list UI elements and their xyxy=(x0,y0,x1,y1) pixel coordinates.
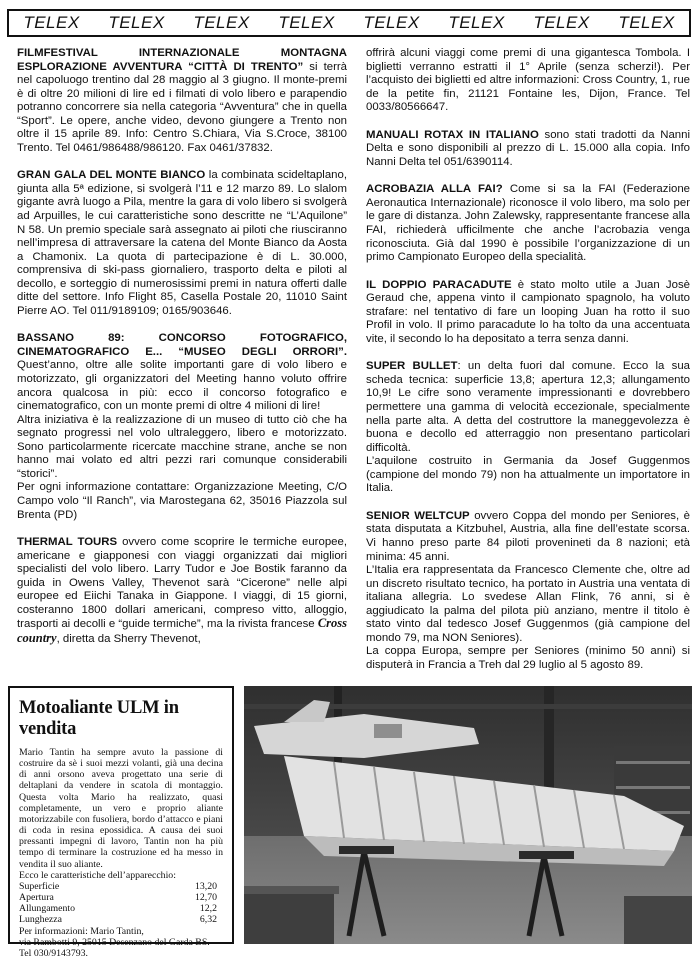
article-acrobazia xyxy=(366,183,690,264)
ulm-title: Motoaliante ULM in vendita xyxy=(19,698,179,739)
article-body: la combinata scideltaplano, giunta alla 5ª edizione, si svolgerà l’11 e 12 marzo 89. Lo slalom gigante avrà luogo a Pila, mentre la gara di volo libero si svolgerà ad Arpuilles, le cui caratteristiche sono descritte ne “L’Aquilone” N 58. Un premio speciale sarà assegnato ai piloti che riusciranno nell’impresa di attraversare la catena del Monte Bianco da Aosta a Chamonix. La quota di partecipazione è di L. 30.000, comprensiva di ski-pass giornaliero, trasporto delta e piloti al decollo, e sorteggio di numerosissimi premi in natura offerti dalle ditte del settore. Info Flight 85, Casella Postale 20, 11010 Saint Pierre AO. Tel 011/9189109; 0165/903646. xyxy=(17,169,347,317)
article-heading: THERMAL TOURS xyxy=(17,536,118,549)
spec-value: 12,70 xyxy=(194,892,217,904)
article-body: ovvero Coppa del mondo per Seniores, è stata disputata a Kitzbuhel, Austria, alla fine dell’estate scorsa. Vi hanno preso parte 84 piloti provenineti da 8 nazioni; età minima: 45 anni. xyxy=(366,509,691,563)
spec-row xyxy=(19,914,223,925)
spec-label: Apertura xyxy=(19,892,54,904)
banner-word: TELEX xyxy=(448,13,505,32)
article-body: Per ogni informazione contattare: Organizzazione Meeting, C/O Campo volo “Il Ranch”, via Marostegana 62, 35016 Piazzola sul Brenta (PD) xyxy=(17,481,347,521)
article-thermal-continued xyxy=(366,47,690,115)
article-paracadute xyxy=(366,279,690,347)
spec-value: 6,32 xyxy=(199,914,217,926)
article-heading: FILMFESTIVAL INTERNAZIONALE MONTAGNA ESPLORAZIONE AVVENTURA “CITTÀ DI TRENTO” xyxy=(17,47,347,73)
article-body: offrirà alcuni viaggi come premi di una gigantesca Tombola. I biglietti verranno estratti il 1° Aprile (senza scherzi!). Per l’acquisto dei biglietti ed altre informazioni: Cross Country, 1, rue de la petite fin, 21121 Fontaine les, Dijon, France. Tel 0033/80566647. xyxy=(366,47,690,114)
magazine-name: Cross country xyxy=(17,616,347,645)
spec-value: 12,2 xyxy=(199,903,217,915)
right-column xyxy=(366,47,690,686)
telex-banner xyxy=(7,9,691,37)
motor-glider-photo xyxy=(244,686,692,944)
article-gala xyxy=(17,169,347,318)
article-body: L’aquilone costruito in Germania da Josef Guggenmos (campione del mondo 79) non ha attualmente un importatore in Italia. xyxy=(366,455,690,495)
ulm-sale-box xyxy=(8,686,234,959)
ulm-specs-intro: Ecco le caratteristiche dell’apparecchio: xyxy=(19,869,176,881)
banner-word: TELEX xyxy=(618,13,675,32)
article-heading: SUPER BULLET xyxy=(366,360,458,373)
spec-label: Superficie xyxy=(19,880,60,892)
article-body: La coppa Europa, sempre per Seniores (minimo 50 anni) si disputerà in Francia a Treh dal 29 luglio al 5 agosto 89. xyxy=(366,645,690,671)
spec-row xyxy=(19,881,223,892)
article-senior-weltcup xyxy=(366,510,690,673)
article-filmfestival xyxy=(17,47,347,155)
ulm-contact: via Rambotti 9, 25015 Desenzano del Garda BS. xyxy=(19,936,210,948)
banner-word: TELEX xyxy=(108,13,165,32)
ulm-contact: Tel 030/9143793. xyxy=(19,947,88,959)
article-heading: IL DOPPIO PARACADUTE xyxy=(366,278,512,291)
article-heading: GRAN GALA DEL MONTE BIANCO xyxy=(17,169,206,182)
banner-word: TELEX xyxy=(363,13,420,32)
article-bassano xyxy=(17,332,347,522)
article-thermal xyxy=(17,536,347,646)
spec-label: Allungamento xyxy=(19,903,76,915)
article-heading: ACROBAZIA ALLA FAI? xyxy=(366,183,503,196)
ulm-body: Mario Tantin ha sempre avuto la passione di costruire da sè i suoi mezzi volanti, già una decina di anni orsono aveva progettato una serie di deltaplani da vendere in scatola di montaggio. Questa volta Mario ha realizzato, quasi completamente, un vero e proprio aliante motorizzabile con fusoliera, bordo d’attacco e piani di coda in resina epossidica. A causa dei suoi pressanti impegni di lavoro, Tantin non ha più tempo di terminare la costruzione ed ha messo in vendita il suo aliante. xyxy=(19,747,223,870)
article-heading: MANUALI ROTAX IN ITALIANO xyxy=(366,128,539,141)
article-body: sono stati tradotti da Nanni Delta e sono disponibili al prezzo di L. 15.000 alla copia. Info Nanni Delta tel 051/6390114. xyxy=(366,128,691,168)
ulm-contact: Per informazioni: Mario Tantin, xyxy=(19,925,144,937)
article-heading: BASSANO 89: CONCORSO FOTOGRAFICO, CINEMATOGRAFICO E... “MUSEO DEGLI ORRORI”. xyxy=(17,332,347,358)
spec-row xyxy=(19,903,223,914)
article-rotax xyxy=(366,129,690,170)
banner-word: TELEX xyxy=(193,13,250,32)
banner-word: TELEX xyxy=(533,13,590,32)
article-body: Quest’anno, oltre alle solite importanti gare di volo libero e motorizzato, gli organizzatori del Meeting hanno voluto offrire ancora qualcosa in più: ecco il concorso fotografico e cinematografico, con un monte premi di oltre 4 milioni di lire! xyxy=(17,359,347,413)
spec-value: 13,20 xyxy=(194,880,217,892)
banner-word: TELEX xyxy=(278,13,335,32)
article-body: L’Italia era rappresentata da Francesco Clemente che, oltre ad un discreto risultato tecnico, ha portato in Austria una ventata di italiana allegria. Lo svedese Allan Flink, 76 anni, si è aggiudicato la palma del pilota più anziano, mentre il titolo è stato vinto dal tedesco Josef Guggenmos (già campione del mondo 79, ma NON Seniores). xyxy=(366,564,690,644)
ulm-specs-table xyxy=(19,881,223,926)
article-body: : un delta fuori dal comune. Ecco la sua scheda tecnica: superficie 13,8; apertura 12,3; allungamento 10,9! Le cifre sono veramente impressionanti e dovrebbero permettere una gamma di velocità eccezionale, specialmente nella parte alta. A detta del costruttore la maneggevolezza è buona e decollo ed atterraggio non presentano particolari difficoltà. xyxy=(366,360,690,454)
banner-word: TELEX xyxy=(23,13,80,32)
article-body: è stato molto utile a Juan Josè Geraud che, appena vinto il campionato spagnolo, ha voluto strafare: nel tentativo di fare un looping Juan ha rotto il suo Profil in volo. Il primo paracadute lo ha tolto da una accentuata vite, il secondo lo ha depositato a terra senza danni. xyxy=(366,278,690,345)
article-body: ovvero come scoprire le termiche europee, americane e giapponesi con viaggi organizzati dai migliori specialisti del volo libero. Larry Tudor e Joe Bostik faranno da guida in Owens Valley, Thevenot sarà “Cicerone” nelle alpi europee ed Eiichi Tanaka in Giappone. I viaggi, di 15 giorni, costeranno 1800 dollari americani, compreso vitto, alloggio, trasporti ai decolli e “guide termiche”, ma la rivista francese xyxy=(17,536,347,631)
glider-workshop-illustration xyxy=(244,686,692,944)
article-heading: SENIOR WELTCUP xyxy=(366,509,470,522)
article-super-bullet xyxy=(366,360,690,495)
article-body: , diretta da Sherry Thevenot, xyxy=(56,632,201,645)
article-body: Altra iniziativa è la realizzazione di un museo di tutto ciò che ha segnato progressi nel volo ultraleggero, libero e motorizzato. Sono particolarmente ricercate macchine strane, anche se non hanno mai volato ed altri pezzi rari comunque considerabili “storici”. xyxy=(17,413,347,480)
article-body: Come si sa la FAI (Federazione Aeronautica Internazionale) riconosce il volo libero, ma solo per le gare di distanza. John Zalewsky, rappresentante francese alla FAI, richiederà ufficilmente che anche l’acrobazia venga riconosciuta. Già dal 1990 è possibile l’organizzazione di un primo Campionato Europeo della specialità. xyxy=(366,183,690,264)
article-body: si terrà nel capoluogo trentino dal 28 maggio al 3 giugno. Il monte-premi è di oltre 20 milioni di lire ed i filmati di volo libero e parapendio potranno concorrere sia nella categoria “Avventura” che in quella “Sport”. Le opere, anche video, devono giungere a Trento non oltre il 15 aprile 89. Info: Centro S.Chiara, Via S.Croce, 38100 Trento. Tel 0461/986488/986120. Fax 0461/37832. xyxy=(17,60,347,154)
spec-row xyxy=(19,892,223,903)
left-column xyxy=(17,47,347,660)
spec-label: Lunghezza xyxy=(19,914,62,926)
